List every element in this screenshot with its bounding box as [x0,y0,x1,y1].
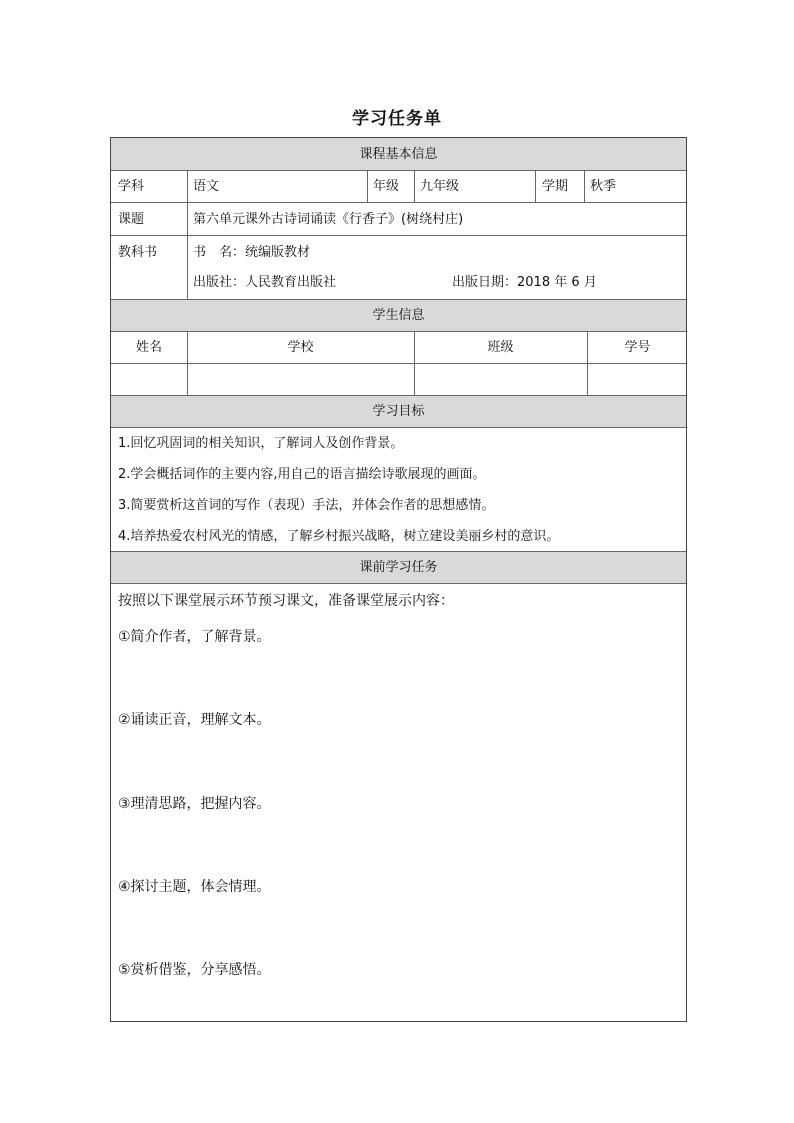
divider [584,170,585,202]
topic-label: 课题 [118,212,145,227]
pre-task-item: ③理清思路，把握内容。 [118,796,271,812]
divider [111,363,686,364]
page-title: 学习任务单 [352,109,442,129]
objective-item: 1.回忆巩固词的相关知识，了解词人及创作背景。 [118,436,404,451]
pre-task-item: ⑤赏析借鉴，分享感悟。 [118,962,271,978]
divider [367,170,368,202]
grade-label: 年级 [373,179,400,194]
column-header-name: 姓名 [135,340,162,355]
course-info-header: 课程基本信息 [359,147,438,162]
publisher: 出版社：人民教育出版社 [193,275,337,290]
objective-item: 3.简要赏析这首词的写作（表现）手法，并体会作者的思想感情。 [118,498,495,513]
divider [187,170,188,299]
student-info-header: 学生信息 [372,308,425,323]
grade-value: 九年级 [420,179,460,194]
divider [111,235,686,236]
pre-task-item: ④探讨主题，体会情理。 [118,879,271,895]
divider [111,202,686,203]
divider [111,395,686,396]
divider [111,427,686,428]
divider [111,299,686,300]
column-header-school: 学校 [287,340,314,355]
objectives-header: 学习目标 [372,404,425,419]
term-label: 学期 [542,179,569,194]
pre-tasks-intro: 按照以下课堂展示环节预习课文，准备课堂展示内容： [118,593,454,609]
divider [111,331,686,332]
divider [414,170,415,202]
subject-label: 学科 [118,179,145,194]
pre-task-item: ①简介作者，了解背景。 [118,629,271,645]
column-header-class: 班级 [487,340,514,355]
pre-task-item: ②诵读正音，理解文本。 [118,712,271,728]
topic-value: 第六单元课外古诗词诵读《行香子》(树绕村庄) [193,212,464,227]
subject-value: 语文 [193,179,220,194]
task-sheet-table [110,137,687,1022]
publish-date: 出版日期：2018 年 6 月 [452,275,597,290]
divider [535,170,536,202]
book-name: 书 名：统编版教材 [193,245,311,260]
objective-item: 2.学会概括词作的主要内容,用自己的语言描绘诗歌展现的画面。 [118,467,486,482]
term-value: 秋季 [590,179,617,194]
divider [111,583,686,584]
objective-item: 4.培养热爱农村风光的情感，了解乡村振兴战略，树立建设美丽乡村的意识。 [118,529,560,544]
column-header-student-id: 学号 [624,340,651,355]
pre-tasks-header: 课前学习任务 [359,560,438,575]
textbook-label: 教科书 [118,245,158,260]
divider [111,551,686,552]
divider [111,170,686,171]
